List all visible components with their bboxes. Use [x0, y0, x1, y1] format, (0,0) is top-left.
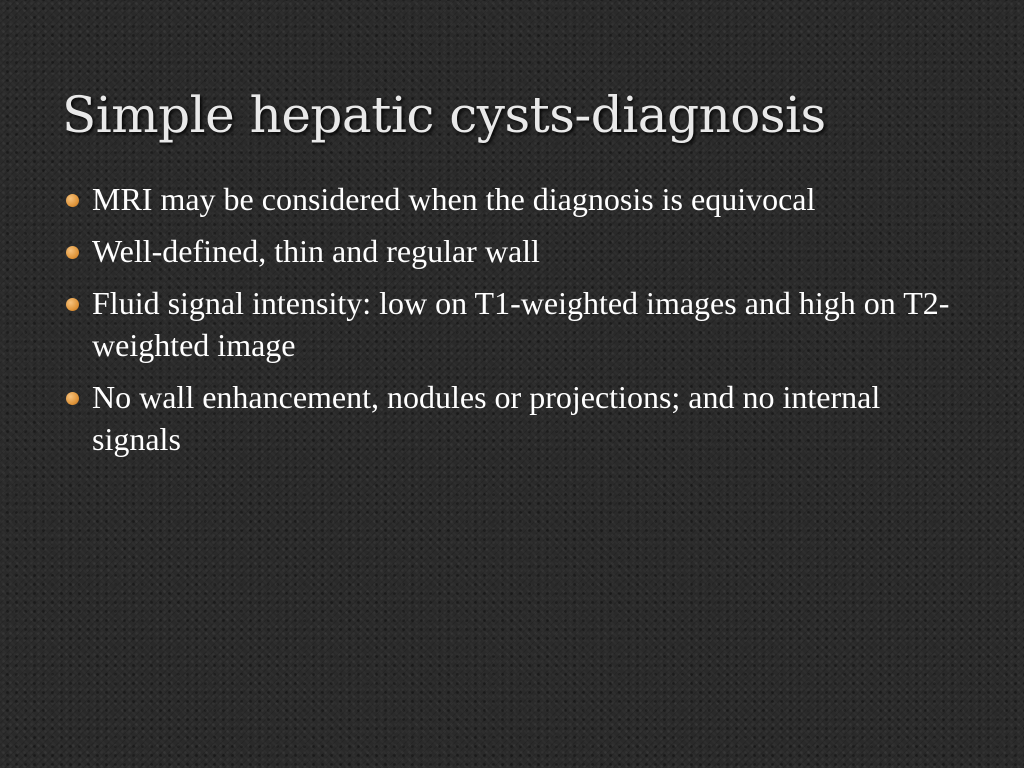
bullet-text: MRI may be considered when the diagnosis is equivocal — [92, 181, 816, 217]
bullet-dot-icon — [66, 246, 79, 259]
bullet-dot-icon — [66, 392, 79, 405]
bullet-item — [62, 230, 962, 272]
bullet-dot-icon — [66, 194, 79, 207]
bullet-list — [62, 178, 962, 470]
bullet-item — [62, 376, 962, 460]
bullet-text: No wall enhancement, nodules or projections; and no internal signals — [92, 379, 881, 457]
slide-title: Simple hepatic cysts-diagnosis — [62, 86, 826, 144]
bullet-text: Fluid signal intensity: low on T1-weighted images and high on T2-weighted image — [92, 285, 950, 363]
bullet-text: Well-defined, thin and regular wall — [92, 233, 540, 269]
bullet-item — [62, 282, 962, 366]
bullet-item — [62, 178, 962, 220]
bullet-dot-icon — [66, 298, 79, 311]
